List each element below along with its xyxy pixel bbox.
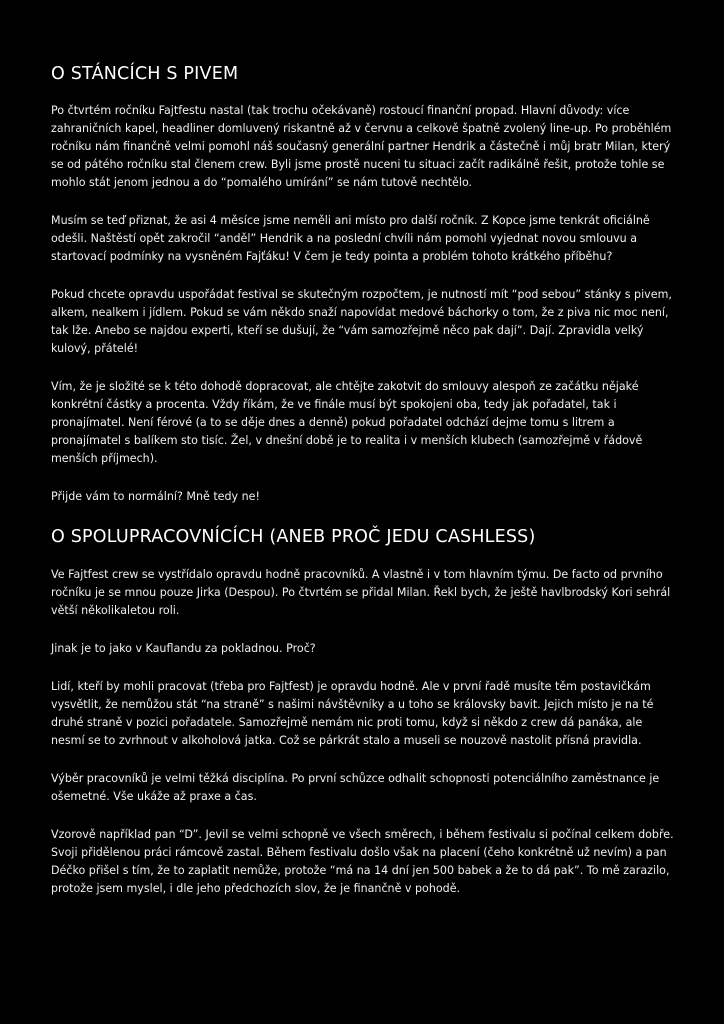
section-beer-stands — [51, 62, 679, 506]
paragraph: Musím se teď přiznat, že asi 4 měsíce jsme neměli ani místo pro další ročník. Z Kopce jsme tenkrát oficiálně odešli. Naštěstí opět zakročil “anděl” Hendrik a na poslední chvíli nám pomohl vyjednat novou smlouvu a startovací podmínky na vysněném Fajťáku! V čem je tedy pointa a problém tohoto krátkého příběhu? — [51, 214, 650, 263]
paragraph: Výběr pracovníků je velmi těžká disciplína. Po první schůzce odhalit schopnosti potenciálního zaměstnance je ošemetné. Vše ukáže až praxe a čas. — [51, 772, 660, 803]
paragraph: Přijde vám to normální? Mně tedy ne! — [51, 490, 260, 503]
paragraph: Po čtvrtém ročníku Fajtfestu nastal (tak trochu očekávaně) rostoucí finanční propad. Hlavní důvody: více zahraničních kapel, headliner domluvený riskantně až v červnu a celkově špatně zvolený line-up. Po proběhlém ročníku nám finančně velmi pomohl náš současný generální partner Hendrik a částečně i můj bratr Milan, který se od pátého ročníku stal členem crew. Byli jsme prostě nuceni tu situaci začít radikálně řešit, protože tohle se mohlo stát jenom jednou a do “pomalého umírání” se nám tutově nechtělo. — [51, 104, 672, 189]
section-heading: O SPOLUPRACOVNÍCÍCH (ANEB PROČ JEDU CASHLESS) — [51, 527, 536, 547]
paragraph: Vím, že je složité se k této dohodě dopracovat, ale chtějte zakotvit do smlouvy alespoň ze začátku nějaké konkrétní částky a procenta. Vždy říkám, že ve finále musí být spokojeni oba, tedy jak pořadatel, tak i pronajímatel. Není férové (a to se děje dnes a denně) pokud pořadatel odchází dejme tomu s litrem a pronajímatel s balíkem sto tisíc. Žel, v dnešní době je to realita i v menších klubech (samozřejmě v řádově menších příjmech). — [51, 380, 643, 465]
paragraph: Pokud chcete opravdu uspořádat festival se skutečným rozpočtem, je nutností mít “pod sebou” stánky s pivem, alkem, nealkem i jídlem. Pokud se vám někdo snaží napovídat medové báchorky o tom, že z piva nic moc není, tak lže. Anebo se najdou experti, kteří se dušují, že “vám samozřejmě něco pak dají”. Dají. Zpravidla velký kulový, přátelé! — [51, 288, 672, 355]
article — [51, 62, 679, 898]
paragraph: Lidí, kteří by mohli pracovat (třeba pro Fajtfest) je opravdu hodně. Ale v první řadě musíte těm postavičkám vysvětlit, že nemůžou stát “na straně” s našimi návštěvníky a u toho se královsky bavit. Jejich místo je na té druhé straně v pozici pořadatele. Samozřejmě nemám nic proti tomu, když si někdo z crew dá panáka, ale nesmí se to zvrhnout v alkoholová jatka. Což se párkrát stalo a museli se nouzově nastolit přísná pravidla. — [51, 680, 654, 747]
paragraph: Jinak je to jako v Kauflandu za pokladnou. Proč? — [51, 642, 316, 655]
section-coworkers — [51, 525, 679, 898]
paragraph: Vzorově například pan “D”. Jevil se velmi schopně ve všech směrech, i během festivalu si počínal celkem dobře. Svoji přidělenou práci rámcově zastal. Během festivalu došlo však na placení (čeho konkrétně už nevím) a pan Déčko přišel s tím, že to zaplatit nemůže, protože “má na 14 dní jen 500 babek a že to dá pak”. To mě zarazilo, protože jsem myslel, i dle jeho předchozích slov, že je finančně v pohodě. — [51, 828, 674, 895]
paragraph: Ve Fajtfest crew se vystřídalo opravdu hodně pracovníků. A vlastně i v tom hlavním týmu. De facto od prvního ročníku je se mnou pouze Jirka (Despou). Po čtvrtém se přidal Milan. Řekl bych, že ještě havlbrodský Kori sehrál větší několikaletou roli. — [51, 568, 671, 617]
section-heading: O STÁNCÍCH S PIVEM — [51, 64, 239, 84]
